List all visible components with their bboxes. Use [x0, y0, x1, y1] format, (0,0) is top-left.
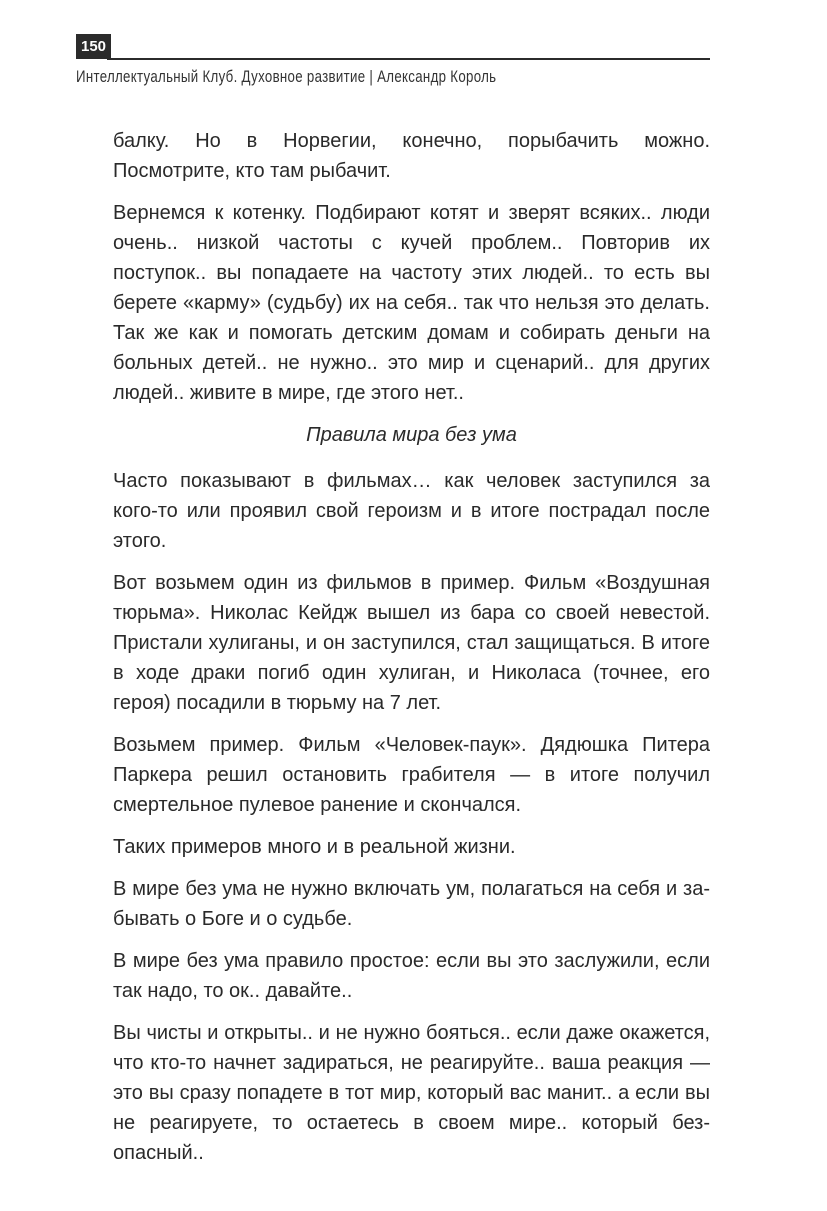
paragraph: В мире без ума не нужно включать ум, полагаться на себя и забывать о Боге и о судьбе.: [113, 878, 710, 930]
paragraph: Таких примеров много и в реальной жизни.: [113, 836, 516, 858]
page-body: [113, 126, 710, 1180]
paragraph: балку. Но в Норвегии, конечно, порыбачить можно. Посмотрите, кто там рыбачит.: [113, 130, 710, 182]
paragraph: Вернемся к котенку. Подбирают котят и зверят всяких.. люди очень.. низкой частоты с кучей проблем.. Повторив их поступок.. вы попадаете на частоту этих людей.. то есть вы берете «карму» (судьбу) их на себя.. так что нельзя это делать. Так же как и помогать детским домам и собирать деньги на больных детей.. не нужно.. это мир и сценарий.. для других людей.. живите в мире, где этого нет..: [113, 202, 710, 404]
paragraph: Вот возьмем один из фильмов в пример. Фильм «Воздушная тюрьма». Николас Кейдж вышел из бара со своей невестой. Пристали хулиганы, и он заступился, стал защищаться. В итоге в ходе драки погиб один хулиган, и Николаса (точнее, его героя) посадили в тюрьму на 7 лет.: [113, 572, 710, 714]
paragraph: Часто показывают в фильмах… как человек заступился за кого-то или проявил свой героизм и в итоге пострадал после этого.: [113, 470, 710, 552]
running-title: Интеллектуальный Клуб. Духовное развитие | Александр Король: [76, 67, 497, 86]
page-number: 150: [76, 34, 111, 59]
paragraph: Возьмем пример. Фильм «Человек-паук». Дядюшка Питера Паркера решил остановить грабителя — в итоге получил смертельное пулевое ранение и скончался.: [113, 734, 710, 816]
section-title: Правила мира без ума: [306, 424, 517, 446]
paragraph: Вы чисты и открыты.. и не нужно бояться.. если даже окажется, что кто-то начнет задираться, не реагируйте.. ваша реакция — это вы сразу попадете в тот мир, который вас манит.. а если вы не реагируете, то остаетесь в своем мире.. который безопасный..: [113, 1022, 710, 1164]
paragraph: В мире без ума правило простое: если вы это заслужили, если так надо, то ок.. давайте..: [113, 950, 710, 1002]
header-rule: [107, 58, 710, 60]
